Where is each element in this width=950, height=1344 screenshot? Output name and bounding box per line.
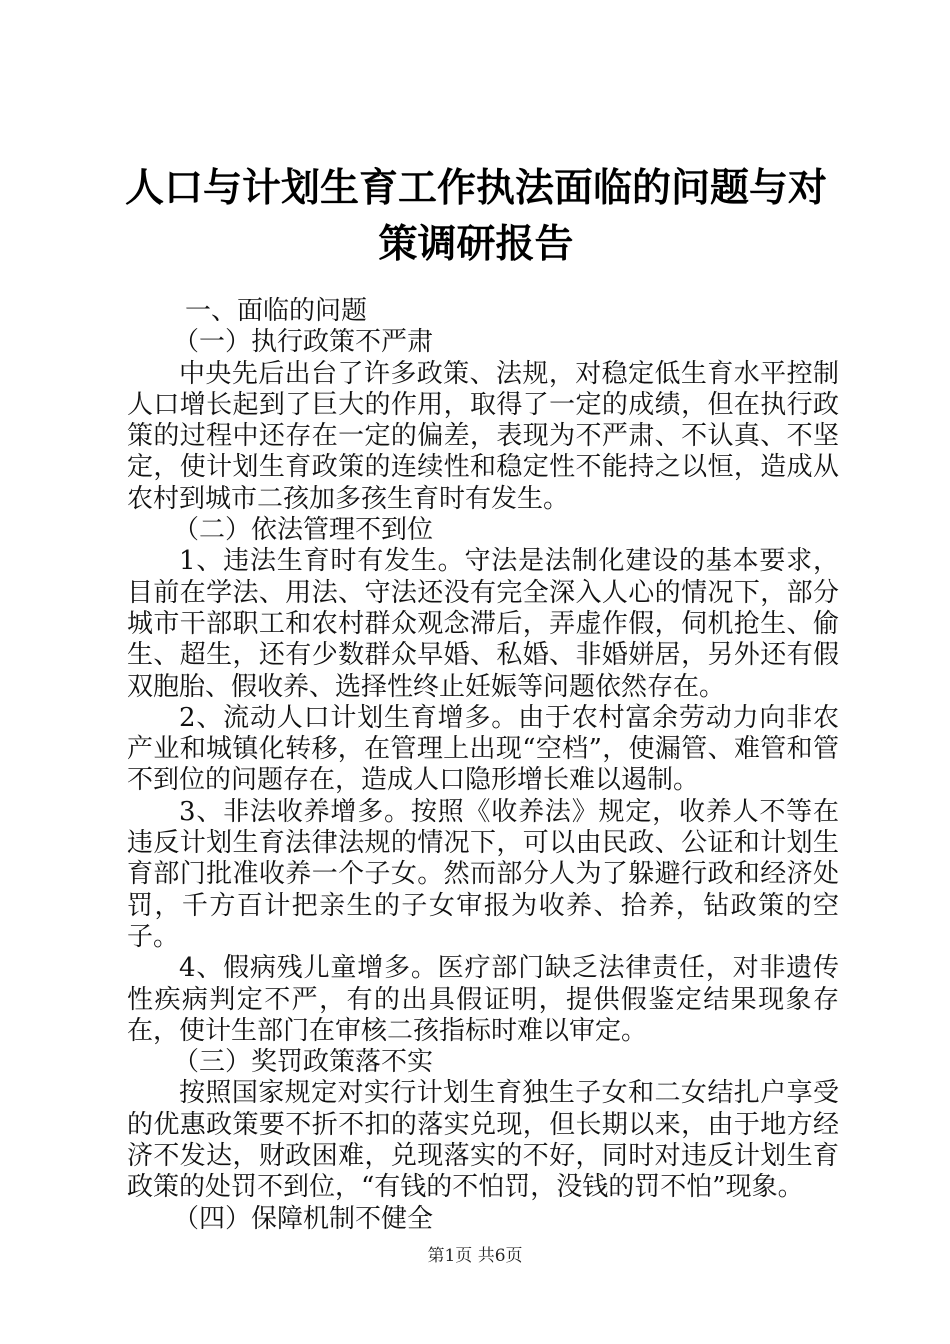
paragraph: 4、假病残儿童增多。医疗部门缺乏法律责任，对非遗传性疾病判定不严，有的出具假证明，提供假鉴定结果现象存在，使计生部门在审核二孩指标时难以审定。 [127,953,839,1046]
subsection-heading: （三）奖罚政策落不实 [173,1047,434,1078]
paragraph: 按照国家规定对实行计划生育独生子女和二女结扎户享受的优惠政策要不折不扣的落实兑现，但长期以来，由于地方经济不发达，财政困难，兑现落实的不好，同时对违反计划生育政策的处罚不到位，“有钱的不怕罚，没钱的罚不怕”现象。 [127,1078,839,1203]
subsection-heading: （一）执行政策不严肃 [173,327,434,358]
subsection-heading: （二）依法管理不到位 [173,515,434,546]
paragraph: 1、违法生育时有发生。守法是法制化建设的基本要求，目前在学法、用法、守法还没有完全深入人心的情况下，部分城市干部职工和农村群众观念滞后，弄虚作假，伺机抢生、偷生、超生，还有少数群众早婚、私婚、非婚姘居，另外还有假双胞胎、假收养、选择性终止妊娠等问题依然存在。 [127,546,839,702]
page-number: 第1页 共6页 [427,1246,523,1266]
subsection-heading: （四）保障机制不健全 [173,1203,434,1234]
paragraph: 2、流动人口计划生育增多。由于农村富余劳动力向非农产业和城镇化转移，在管理上出现“空档”，使漏管、难管和管不到位的问题存在，造成人口隐形增长难以遏制。 [127,702,839,796]
paragraph: 3、非法收养增多。按照《收养法》规定，收养人不等在违反计划生育法律法规的情况下，可以由民政、公证和计划生育部门批准收养一个子女。然而部分人为了躲避行政和经济处罚，千方百计把亲生的子女审报为收养、拾养，钻政策的空子。 [127,796,839,952]
document-body [127,296,839,1235]
paragraph: 中央先后出台了许多政策、法规，对稳定低生育水平控制人口增长起到了巨大的作用，取得了一定的成绩，但在执行政策的过程中还存在一定的偏差，表现为不严肃、不认真、不坚定，使计划生育政策的连续性和稳定性不能持之以恒，造成从农村到城市二孩加多孩生育时有发生。 [127,358,839,514]
document-title: 人口与计划生育工作执法面临的问题与对策调研报告 [124,165,827,267]
section-heading: 一、面临的问题 [185,296,368,326]
